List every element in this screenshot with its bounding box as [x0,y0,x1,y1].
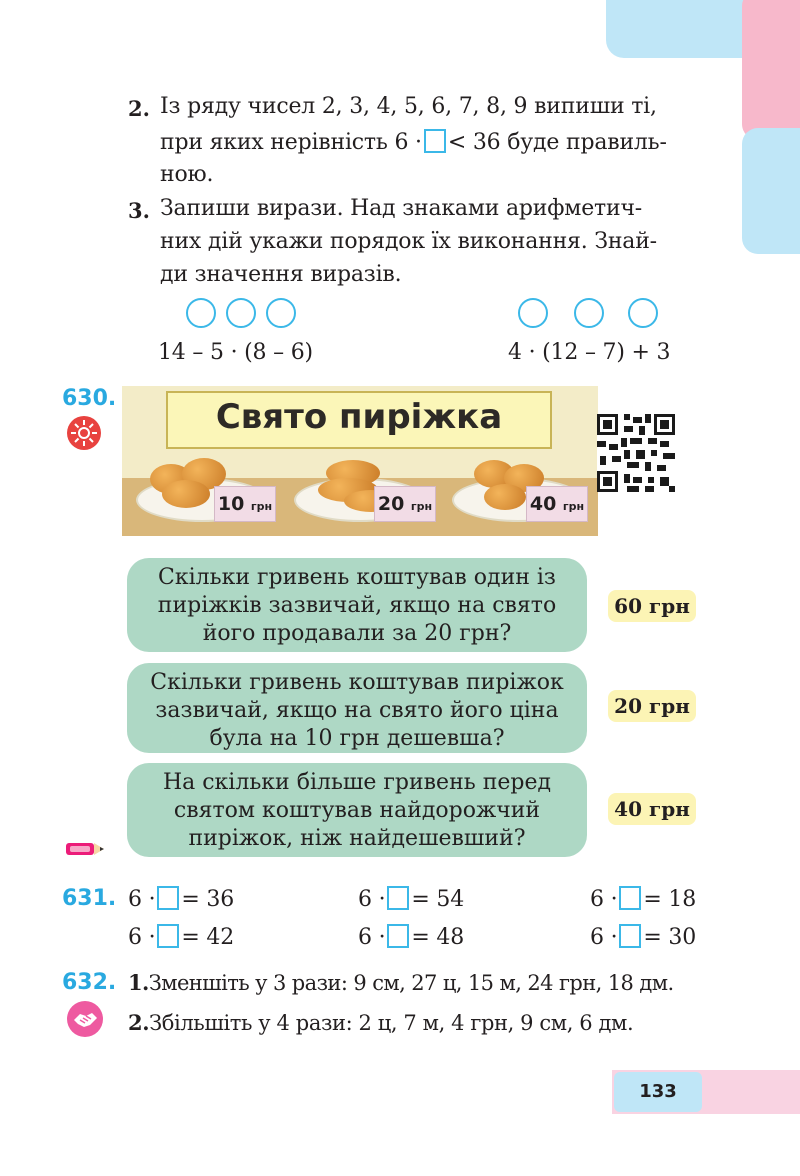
order-circle[interactable] [518,298,548,328]
expression-1: 14 – 5 · (8 – 6) [158,340,313,365]
order-circle[interactable] [628,298,658,328]
order-circle[interactable] [266,298,296,328]
answer-option-2[interactable]: 20 грн [608,690,696,722]
price-tag-2: 20 грн [374,486,436,522]
task-2-line-3: ною. [160,162,214,187]
price-tag-1: 10 грн [214,486,276,522]
equation: 6 · = 36 [128,887,235,912]
question-line: Скільки гривень коштував пиріжок [150,670,564,695]
question-line: зазвичай, якщо на свято його ціна [155,698,559,723]
answer-box[interactable] [157,886,179,910]
expression-2: 4 · (12 – 7) + 3 [508,340,671,365]
order-circle[interactable] [186,298,216,328]
pencil-icon [64,840,106,858]
equation: 6 · = 54 [358,887,465,912]
answer-box[interactable] [157,924,179,948]
task-2-line-2a: при яких нерівність 6 · [160,130,422,155]
equation: 6 · = 18 [590,887,697,912]
equation: 6 · = 30 [590,925,697,950]
task-2-line-2 [160,129,667,155]
question-line: пиріжок, ніж найдешевший? [188,826,526,851]
question-line: Скільки гривень коштував один із [158,565,556,590]
price-tag-3: 40 грн [526,486,588,522]
answer-box[interactable] [387,924,409,948]
task-2-line-2b: < 36 буде правиль- [447,130,667,155]
exercise-630-number: 630. [62,386,117,411]
question-line: пиріжків зазвичай, якщо на свято [157,593,557,618]
order-circle[interactable] [574,298,604,328]
handshake-icon [66,1000,104,1038]
question-bubble-2 [127,663,587,753]
task-3-line-2: них дій укажи порядок їх виконання. Знай- [160,229,657,254]
question-line: На скільки більше гривень перед [162,770,552,795]
question-bubble-3 [127,763,587,857]
qr-code-icon[interactable] [597,414,675,492]
answer-option-1[interactable]: 60 грн [608,590,696,622]
pie [162,480,210,508]
side-tab-blue [742,128,800,254]
exercise-632-number: 632. [62,970,117,995]
pie [484,484,526,510]
equation: 6 · = 48 [358,925,465,950]
question-line: була на 10 грн дешевша? [209,726,505,751]
order-circle[interactable] [226,298,256,328]
exercise-632-part-1: 1.Зменшіть у 3 рази: 9 см, 27 ц, 15 м, 24 грн, 18 дм. [128,970,674,995]
sun-icon [66,415,102,451]
question-bubble-1 [127,558,587,652]
answer-option-3[interactable]: 40 грн [608,793,696,825]
task-3-line-1: Запиши вирази. Над знаками арифметич- [160,196,643,221]
question-line: святом коштував найдорожчий [173,798,541,823]
question-line: його продавали за 20 грн? [202,621,512,646]
task-3-number: 3. [128,198,150,223]
exercise-632-part-2: 2.Збільшіть у 4 рази: 2 ц, 7 м, 4 грн, 9 см, 6 дм. [128,1010,634,1035]
task-2-line-1: Із ряду чисел 2, 3, 4, 5, 6, 7, 8, 9 випиши ті, [160,94,657,119]
task-3-line-3: ди значення виразів. [160,262,402,287]
page-number: 133 [614,1072,702,1112]
banner-title: Свято пиріжка [215,397,503,437]
pie-festival-banner [122,386,598,536]
exercise-631-number: 631. [62,886,117,911]
equation: 6 · = 42 [128,925,235,950]
answer-box[interactable] [619,886,641,910]
answer-box[interactable] [387,886,409,910]
answer-box[interactable] [619,924,641,948]
banner-sign [166,391,552,449]
side-tab-pink [742,0,800,140]
answer-box[interactable] [424,129,446,153]
task-2-number: 2. [128,96,150,121]
